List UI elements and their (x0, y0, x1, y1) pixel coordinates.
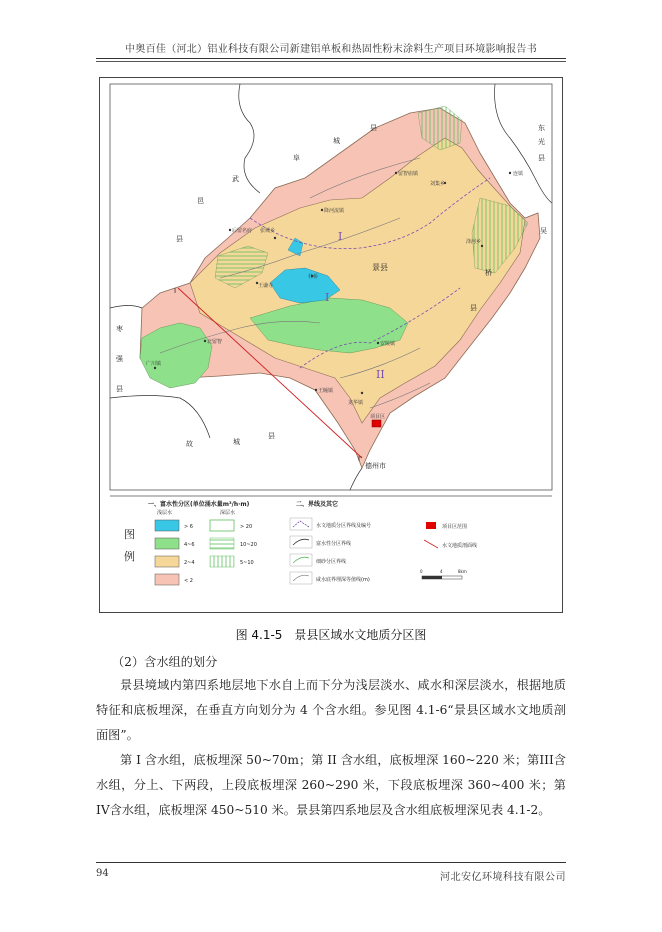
legend-value: < 2 (184, 578, 193, 584)
neighbor-label: 县 (470, 304, 477, 312)
town-label: 洚河乡 (466, 239, 482, 245)
project-area-marker (372, 420, 381, 427)
legend-value: 2~4 (184, 560, 195, 566)
legend (124, 500, 477, 585)
figure-frame (99, 77, 563, 613)
legend-swatch (210, 556, 234, 567)
project-area-label: 项目区 (370, 414, 386, 420)
figure-caption: 图 4.1-5 景县区域水文地质分区图 (235, 628, 427, 642)
legend-value: > 20 (240, 524, 253, 530)
zone-mark: II (376, 368, 385, 381)
legend-swatch (210, 520, 234, 531)
header-rule (96, 58, 566, 59)
town-label: 王谦寺 (258, 283, 274, 289)
legend-line-label: 富水性分区界线 (316, 541, 352, 547)
neighbor-label: 东 (538, 124, 545, 132)
neighbor-label: 县 (370, 124, 377, 132)
town-label: 降河流镇 (324, 208, 345, 214)
legend-line-label: 细砂分区界线 (316, 559, 347, 565)
neighbor-label: 强 (116, 355, 123, 363)
legend-side-label: 图 (124, 528, 135, 541)
legend-col-header: 深层水 (220, 510, 236, 516)
neighbor-label: 县 (176, 235, 183, 243)
neighbor-label: 阜 (293, 154, 300, 162)
legend-other-label: 项目区范围 (442, 524, 468, 530)
footer-rule (96, 862, 566, 863)
legend-value: 4~6 (184, 542, 195, 548)
page-header: 中奥百佳（河北）铝业科技有限公司新建铝单板和热固性粉末涂料生产项目环境影响报告书 (125, 44, 537, 55)
legend-section-symbol (424, 540, 438, 548)
town-label: 广川镇 (146, 361, 162, 367)
neighbor-label: 枣 (116, 325, 123, 333)
legend-project-swatch (426, 522, 436, 529)
zone-mark: I (325, 291, 330, 304)
legend-line-label: 水文地质分区界线及编号 (316, 523, 372, 529)
scale-label: 8km (458, 569, 467, 574)
legend-line-label: 咸水底界埋深等值线(m) (316, 577, 370, 583)
neighbor-label: 故 (186, 440, 193, 448)
town-label: 龙华镇 (348, 400, 364, 406)
legend-line-box (290, 536, 312, 548)
neighbor-label: 光 (538, 138, 545, 146)
legend-title: 一、富水性分区(单位涌水量m³/h·m) (148, 501, 250, 508)
town-label: 张城乡 (260, 228, 276, 234)
town-label: 后留名府 (232, 228, 253, 234)
town-label: 安陵镇 (380, 341, 396, 347)
legend-swatch (155, 538, 179, 549)
footer-organization: 河北安亿环境科技有限公司 (440, 872, 566, 883)
body-paragraph-2: 第 I 含水组，底板埋深 50~70m；第 II 含水组，底板埋深 160~220 米；第III含水组，分上、下两段，上段底板埋深 260~290 米，下段底板埋深 360~400 米；第IV含水组，底板埋深 450~510 米。景县第四系地层及含水组底板埋深见表 4.1-2。 (96, 753, 566, 817)
legend-value: 5~10 (240, 560, 254, 566)
city-label: 德州市 (365, 462, 386, 470)
town-label: 杜桥 (308, 274, 319, 280)
neighbor-label: 城 (333, 137, 340, 145)
neighbor-label: 邑 (197, 197, 204, 205)
scale-label: 0 (420, 569, 423, 574)
town-label: 留智庙镇 (398, 171, 419, 177)
neighbor-label: 武 (232, 175, 239, 183)
legend-swatch (155, 574, 179, 585)
legend-other-label: 水文地质剖面线 (442, 543, 478, 549)
legend-value: > 6 (184, 524, 193, 530)
town-label: 北留智 (207, 339, 223, 345)
section-subheading: （2）含水组的划分 (112, 655, 218, 669)
section-end-label: I (174, 287, 177, 295)
legend-swatch (210, 538, 234, 549)
town-label: 连镇 (513, 171, 524, 177)
legend-line-box (290, 554, 312, 566)
legend-swatch (155, 556, 179, 567)
header-rule-thin (96, 61, 566, 62)
legend-col-header: 浅层水 (157, 510, 173, 516)
scale-label: 4 (440, 569, 443, 574)
legend-swatch (155, 520, 179, 531)
section-end-label: I' (358, 455, 362, 463)
legend-side-label: 例 (124, 550, 135, 563)
town-label: 王瞳镇 (318, 388, 334, 394)
zone-mark: I (338, 230, 343, 243)
neighbor-label: 县 (268, 432, 275, 440)
neighbor-label: 县 (116, 385, 123, 393)
legend-title: 二、界线及其它 (296, 501, 339, 508)
neighbor-label: 县 (538, 154, 545, 162)
town-label: 刘集乡 (430, 181, 446, 187)
neighbor-label: 桥 (485, 269, 492, 277)
legend-line-box (290, 572, 312, 584)
legend-value: 10~20 (240, 542, 257, 548)
neighbor-label: 城 (233, 438, 240, 446)
neighbor-label: 吴 (540, 227, 547, 235)
hydrogeology-map (100, 78, 562, 612)
body-paragraph-1: 景县境域内第四系地层地下水自上而下分为浅层淡水、咸水和深层淡水，根据地质特征和底板埋深，在垂直方向划分为 4 个含水组。参见图 4.1-6“景县区域水文地质剖面图”。 (96, 678, 566, 742)
legend-line-box (290, 518, 312, 530)
county-seat-label: 景县 (372, 263, 388, 272)
page-number: 94 (96, 868, 109, 879)
